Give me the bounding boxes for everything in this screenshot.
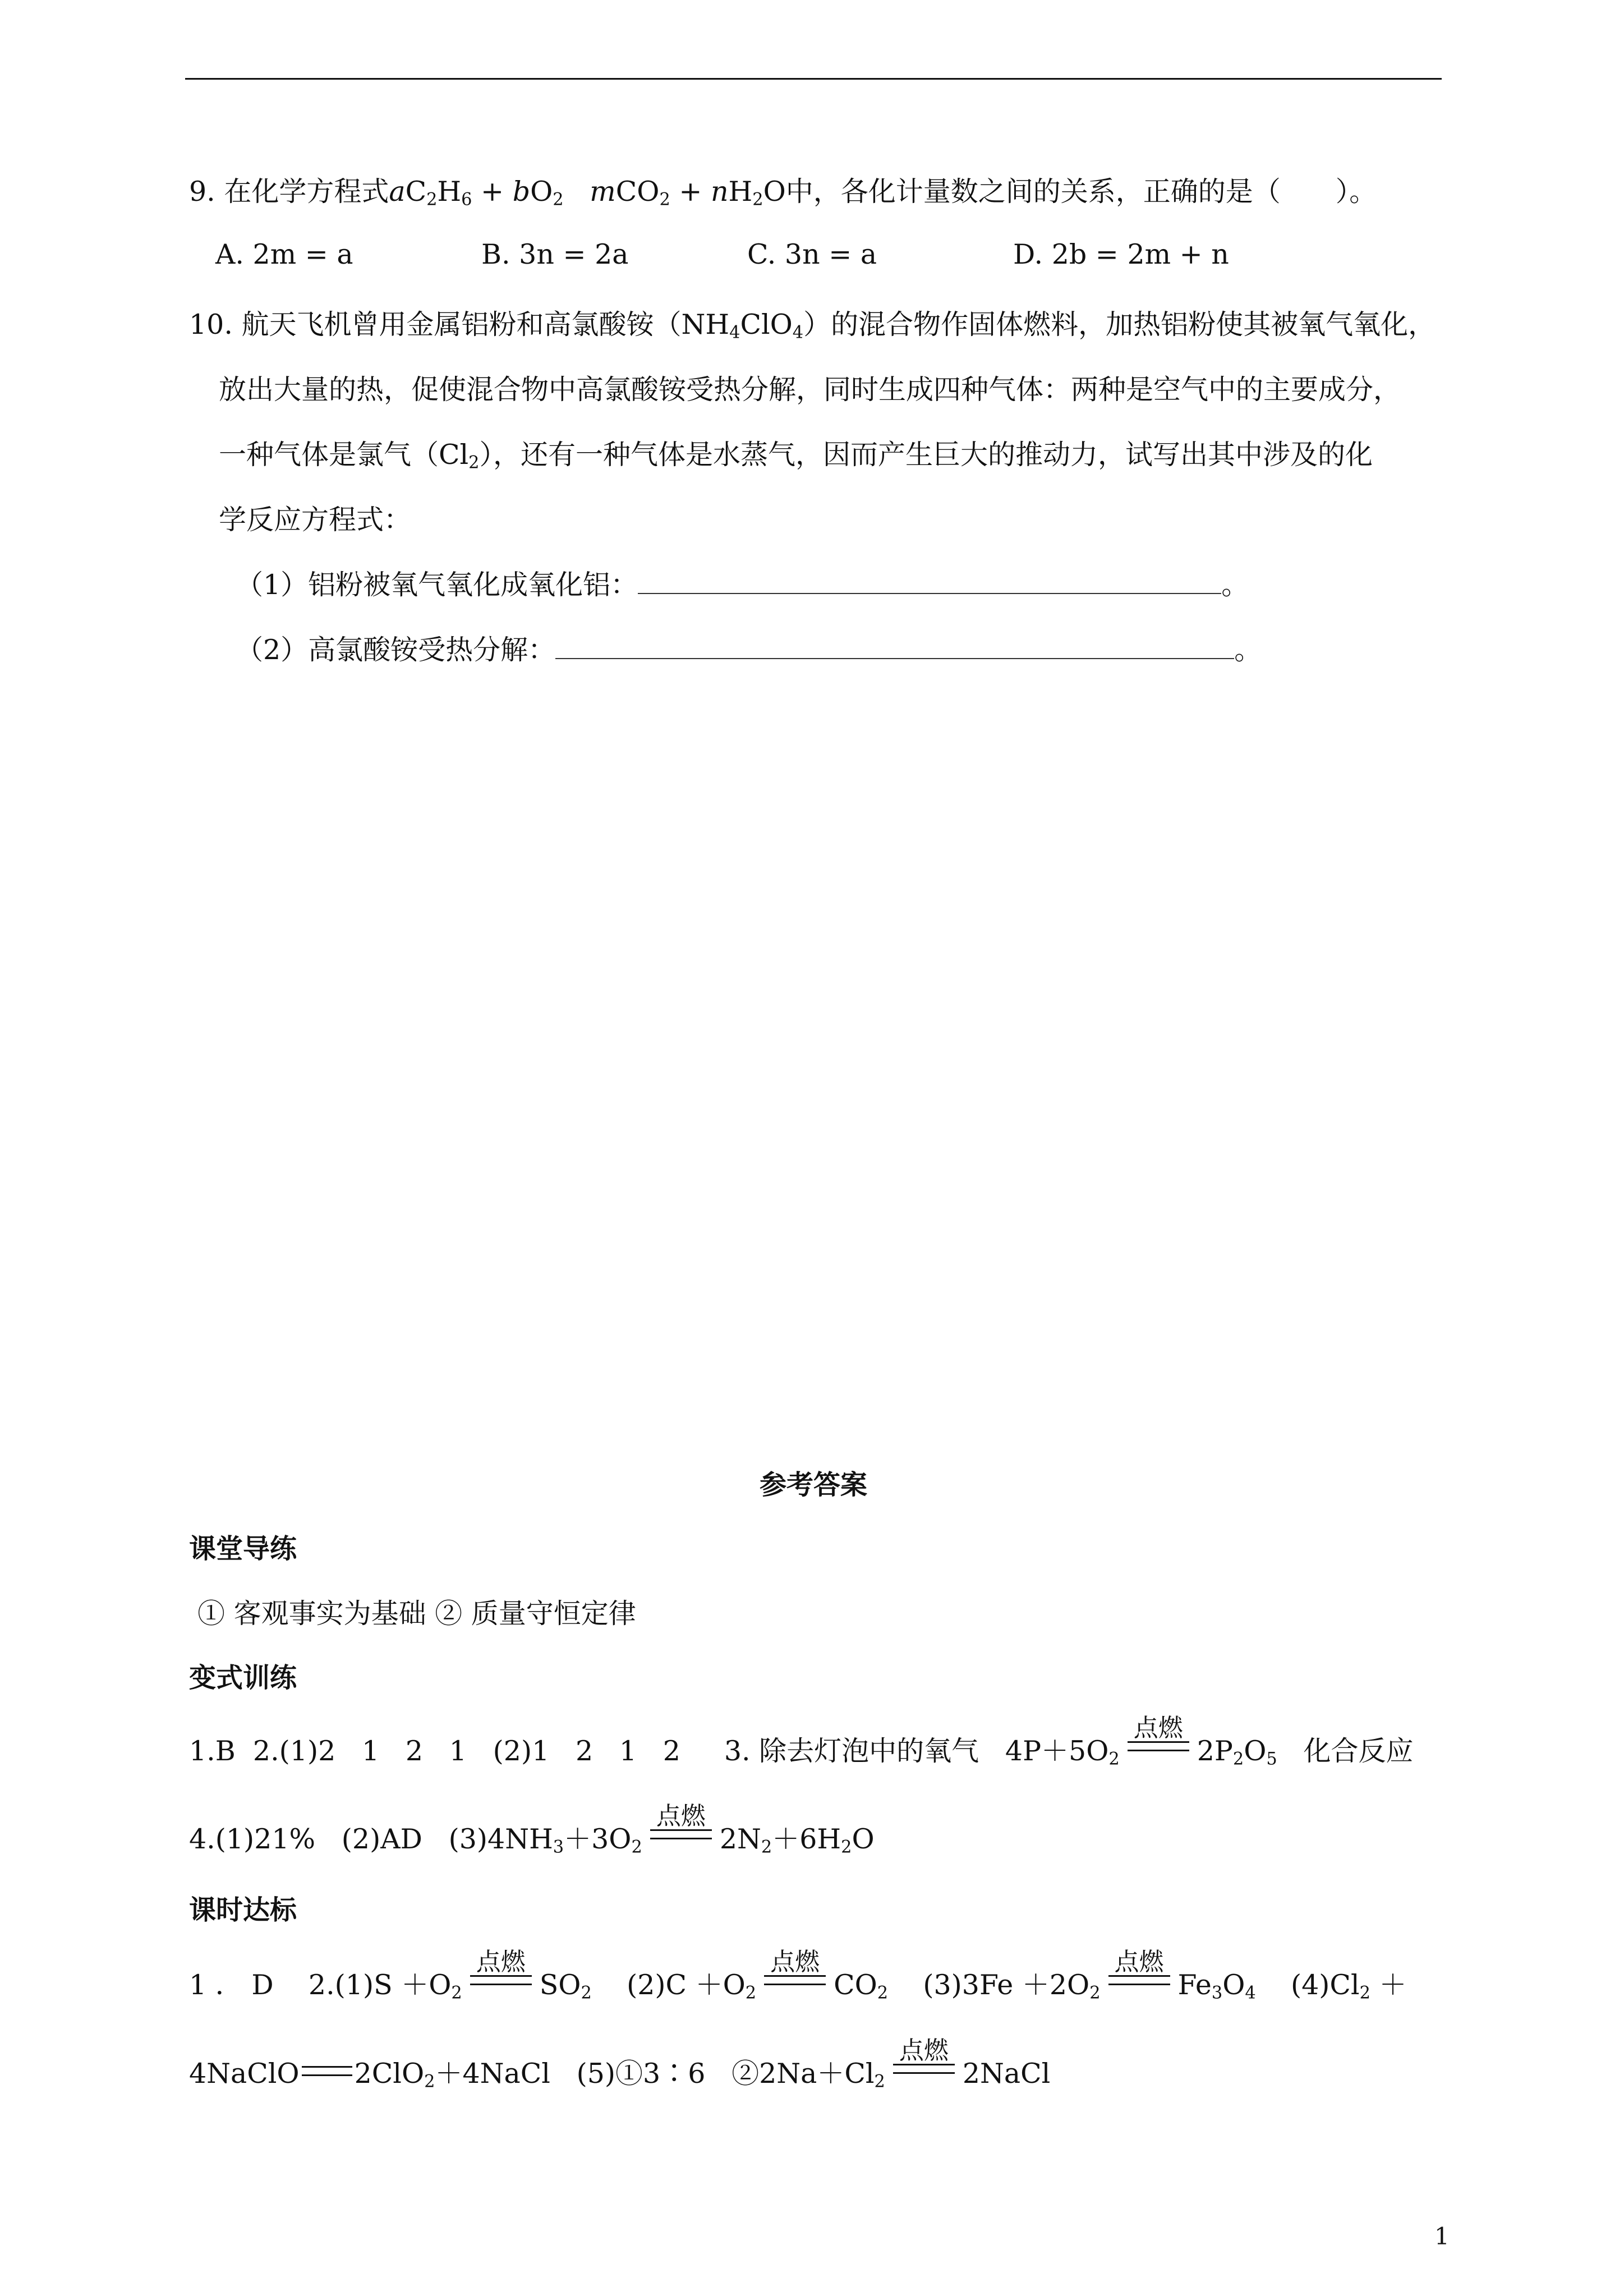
reaction-condition: 点燃 bbox=[1108, 1964, 1170, 1998]
question-10-line-1: 10. 航天飞机曾用金属铝粉和高氯酸铵$(NH_4ClO_4)$的混合物作固体燃料，加热铝粉使其被氧气氧化， bbox=[189, 309, 1436, 343]
header-rule bbox=[185, 78, 1442, 80]
question-10-line-2: 放出大量的热，促使混合物中高氯酸铵受热分解，同时生成四种气体：两种是空气中的主要成分， bbox=[219, 374, 1401, 406]
section-2-line-2: 4.(1)21% (2)AD $(3)4NH_3+3O_2$ 点燃 $2N_2+6H_2O$ bbox=[189, 1802, 875, 1857]
reaction-condition: 点燃 bbox=[1128, 1730, 1189, 1764]
section-3-line-1: 1 ． D $2.(1)S +O_2$ 点燃 $SO_2$ $(2)C +O_2$ 点燃 $CO_2$ $(3)3Fe +2O_2$ 点燃 $Fe_3O_4$ $(4)Cl_2$ ＋ bbox=[189, 1948, 1407, 2003]
option-a: A. 2m = a bbox=[215, 238, 353, 270]
question-10-part-1: （1）铝粉被氧气氧化成氧化铝： 。 bbox=[236, 569, 1249, 601]
reaction-condition: 点燃 bbox=[650, 1818, 712, 1852]
question-10-line-4: 学反应方程式： bbox=[219, 504, 412, 536]
section-2-line-1: 1.B 2.(1)2 1 2 1 (2)1 2 1 2 3. 除去灯泡中的氧气 $4P+5O_2$ 点燃 $2P_2O_5$ 化合反应 bbox=[189, 1714, 1414, 1769]
reaction-condition: 点燃 bbox=[893, 2053, 955, 2086]
reaction-condition: 点燃 bbox=[764, 1964, 826, 1998]
chemical-equation: $aC_2H_6 + bO_2$ $mCO_2 + nH_2O$ bbox=[389, 176, 786, 210]
question-number: 9. bbox=[189, 176, 215, 208]
answer-blank-1[interactable] bbox=[638, 570, 1221, 594]
section-heading-3: 课时达标 bbox=[189, 1894, 297, 1926]
section-1-answers: ① 客观事实为基础 ② 质量守恒定律 bbox=[197, 1598, 636, 1630]
page-number: 1 bbox=[1434, 2223, 1450, 2250]
question-10-part-2: （2）高氯酸铵受热分解： 。 bbox=[236, 634, 1262, 666]
option-c: C. 3n = a bbox=[747, 238, 877, 270]
question-tail: 中，各化计量数之间的关系，正确的是（ ）。 bbox=[785, 176, 1377, 208]
section-3-line-2: 4NaClO 2ClO$_2$＋4NaCl (5)①3∶6 $②2Na+Cl_2$ 点燃 2NaCl bbox=[189, 2036, 1051, 2092]
option-b: B. 3n = 2a bbox=[481, 238, 629, 270]
answers-title: 参考答案 bbox=[760, 1469, 868, 1501]
question-9 bbox=[189, 170, 1377, 209]
section-heading-1: 课堂导练 bbox=[189, 1533, 297, 1565]
question-lead: 在化学方程式 bbox=[224, 176, 389, 208]
question-number: 10. bbox=[189, 309, 233, 341]
reaction-condition: 点燃 bbox=[470, 1964, 532, 1998]
question-10-line-3: 一种气体是氯气$(Cl_2)$，还有一种气体是水蒸气，因而产生巨大的推动力，试写出其中涉及的化 bbox=[219, 439, 1373, 473]
option-d: D. 2b = 2m + n bbox=[1013, 238, 1229, 270]
equals-sign bbox=[302, 2066, 352, 2076]
answer-blank-2[interactable] bbox=[555, 636, 1234, 659]
section-heading-2: 变式训练 bbox=[189, 1662, 297, 1694]
